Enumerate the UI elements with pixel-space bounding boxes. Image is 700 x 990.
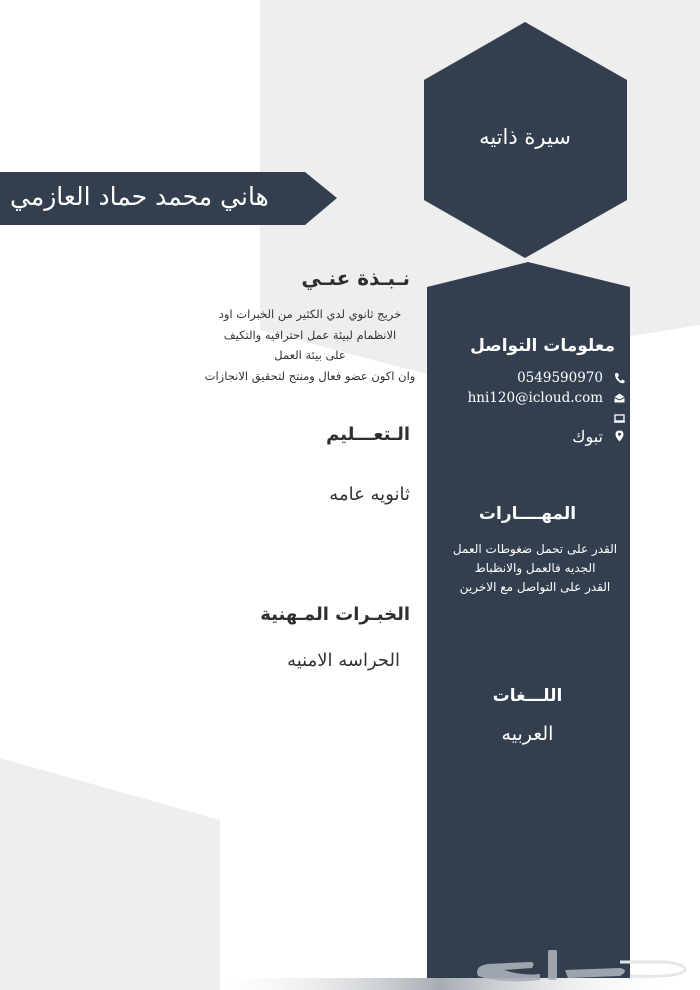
contact-phone <box>440 368 625 388</box>
location-pin-icon <box>613 429 625 443</box>
about-line: الانظمام لبيئة عمل احترافيه والتكيف <box>223 327 397 342</box>
mail-icon <box>613 391 625 405</box>
contact-email <box>440 388 625 408</box>
education-heading: الـتعـــليم <box>326 424 410 445</box>
skills-heading: المهــــارات <box>478 504 577 524</box>
about-heading: نـبـذة عنـي <box>301 266 410 290</box>
contact-heading: معلومات التواصل <box>470 336 615 356</box>
email-address: hni120@icloud.com <box>467 390 603 406</box>
haraj-watermark-logo <box>470 940 690 986</box>
about-line: خريج ثانوي لدي الكثير من الخبرات اود <box>218 307 402 321</box>
about-line: على بيئة العمل <box>274 348 346 362</box>
location-value: تبوك <box>572 426 603 446</box>
experience-value: الحراسه الامنيه <box>287 650 400 671</box>
language-value: العربيه <box>501 723 554 745</box>
skill-item: القدر على التواصل مع الاخرين <box>459 580 611 594</box>
experience-heading: الخبـرات المـهنية <box>260 604 410 625</box>
contact-location <box>440 426 625 446</box>
about-text <box>200 304 420 386</box>
about-line: وان اكون عضو فعال ومنتج لتحقيق الانجازات <box>204 368 416 383</box>
skill-item: الجديه فالعمل والانظباط <box>474 561 596 575</box>
skills-list <box>430 540 640 597</box>
languages-heading: اللـــغات <box>492 686 563 706</box>
monitor-icon <box>613 411 625 425</box>
full-name: هاني محمد حماد العازمي <box>10 182 269 211</box>
phone-number: 0549590970 <box>517 370 603 386</box>
contact-website <box>440 408 625 428</box>
bottom-gray-panel <box>0 758 220 990</box>
phone-icon <box>613 371 625 385</box>
education-value: ثانويه عامه <box>329 484 410 505</box>
resume-title: سيرة ذاتيه <box>479 125 571 149</box>
skill-item: القدر على تحمل ضغوطات العمل <box>452 542 618 556</box>
